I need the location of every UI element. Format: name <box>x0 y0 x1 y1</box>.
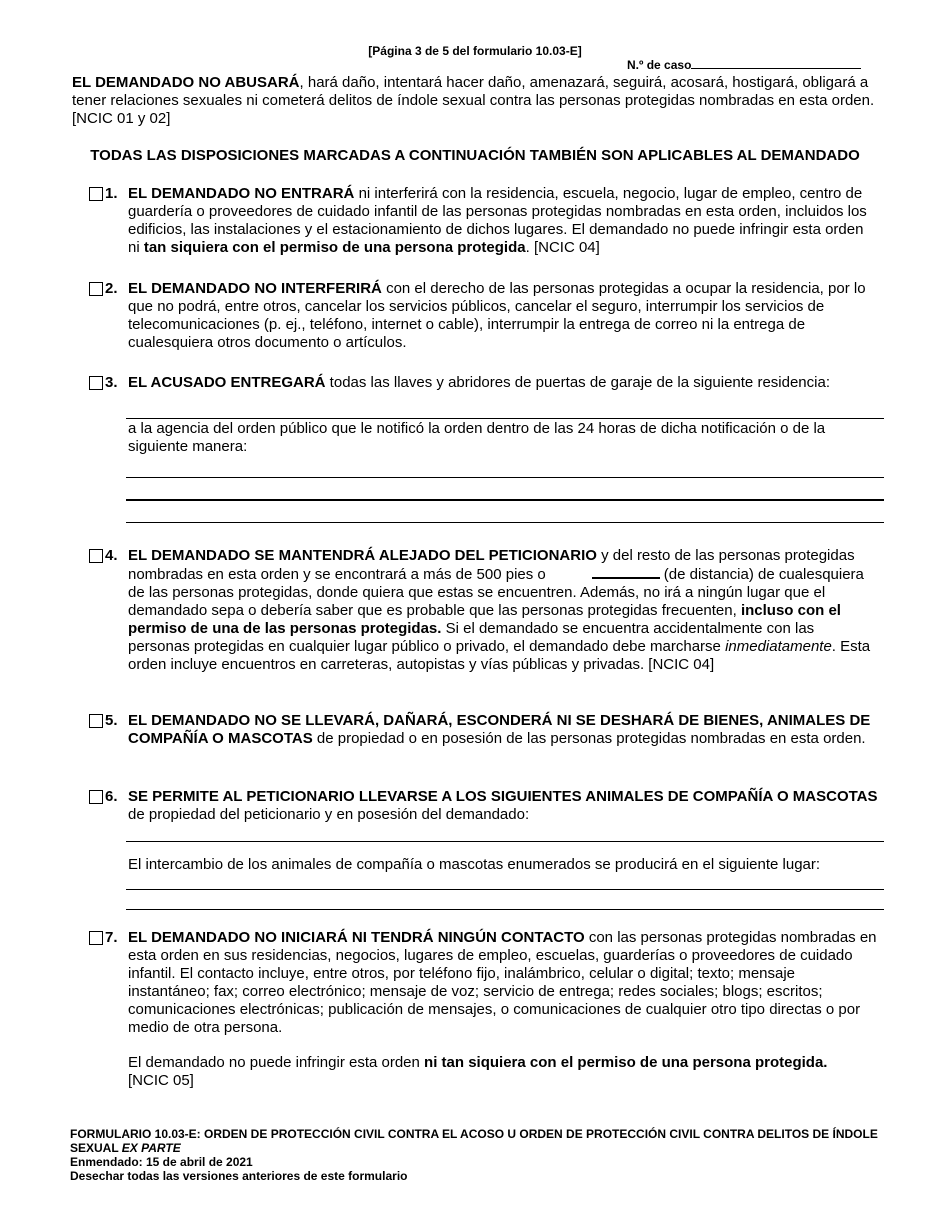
item-1-text <box>128 185 878 257</box>
item-2-number: 2. <box>105 280 118 297</box>
item-3-manner-line-1[interactable] <box>126 477 884 478</box>
footer-discard-note: Desechar todas las versiones anteriores de este formulario <box>70 1169 408 1183</box>
intro-paragraph <box>72 74 882 128</box>
item-3-bold: EL ACUSADO ENTREGARÁ <box>128 374 326 391</box>
item-2-text <box>128 280 878 352</box>
item-6-bold: SE PERMITE AL PETICIONARIO LLEVARSE A LOS SIGUIENTES ANIMALES DE COMPAÑÍA O MASCOTAS <box>128 788 878 805</box>
item-1-body: ni interferirá con la residencia, escuela, negocio, lugar de empleo, centro de guardería o proveedores de cuidado infantil de las personas protegidas nombradas en esta orden, incluidos los edificios, las instalaciones y el estacionamiento de dichos lugares. El demandado no puede infringir esta orden ni <box>128 185 867 256</box>
item-4-end: . Esta orden incluye encuentros en carreteras, autopistas y vías públicas y privadas. [NCIC 04] <box>128 638 871 673</box>
item-5-body: de propiedad o en posesión de las personas protegidas nombradas en esta orden. <box>312 730 866 747</box>
item-6-continuation: El intercambio de los animales de compañía o mascotas enumerados se producirá en el siguiente lugar: <box>128 856 821 873</box>
section-heading: TODAS LAS DISPOSICIONES MARCADAS A CONTINUACIÓN TAMBIÉN SON APLICABLES AL DEMANDADO <box>90 147 860 164</box>
item-6-location-line-2[interactable] <box>126 909 884 910</box>
item-6-body: de propiedad del peticionario y en posesión del demandado: <box>128 806 530 823</box>
checkbox-item-2[interactable] <box>89 282 103 296</box>
item-7-bold: EL DEMANDADO NO INICIARÁ NI TENDRÁ NINGÚN CONTACTO <box>128 929 585 946</box>
checkbox-item-7[interactable] <box>89 931 103 945</box>
item-4-bold: EL DEMANDADO SE MANTENDRÁ ALEJADO DEL PETICIONARIO <box>128 547 597 564</box>
item-1-bold: EL DEMANDADO NO ENTRARÁ <box>128 185 355 202</box>
item-7-text <box>128 929 878 1037</box>
item-2-body: con el derecho de las personas protegidas a ocupar la residencia, por lo que no podrá, entre otros, cancelar los servicios públicos, cancelar el seguro, interrumpir los servicios de telecomunicaciones (p. ej., teléfono, internet o cable), interrumpir la entrega de correo ni la entrega de cualesquiera otros documento o artículos. <box>128 280 866 351</box>
item-4-bold2: incluso con el permiso de una de las personas protegidas. <box>128 602 841 637</box>
item-6-text <box>128 788 878 824</box>
item-4-text <box>128 547 878 674</box>
item-1-end: . [NCIC 04] <box>525 239 600 256</box>
distance-blank[interactable] <box>592 565 660 579</box>
checkbox-item-6[interactable] <box>89 790 103 804</box>
item-7-body: con las personas protegidas nombradas en esta orden en sus residencias, negocios, lugares de empleo, escuelas, guarderías o proveedores de cuidado infantil. El contacto incluye, entre otros, por teléfono fijo, inalámbrico, celular o digital; texto; mensaje instantáneo; fax; correo electrónico; mensaje de voz; servicio de entrega; redes sociales; blogs; escritos; comunicaciones electrónicas; publicación de mensajes, o comunicaciones de cualquier otro tipo directas o por medio de otra persona. <box>128 929 877 1036</box>
item-1-number: 1. <box>105 185 118 202</box>
intro-text: , hará daño, intentará hacer daño, amenazará, seguirá, acosará, hostigará, obligará a tener relaciones sexuales ni cometerá delitos de índole sexual contra las personas protegidas nombradas en esta orden. [NCIC 01 y 02] <box>72 74 875 127</box>
item-3-manner-line-3[interactable] <box>126 522 884 523</box>
item-7-para2-end: [NCIC 05] <box>128 1072 194 1089</box>
checkbox-item-4[interactable] <box>89 549 103 563</box>
footer <box>70 1127 890 1183</box>
case-number-label: N.º de caso <box>627 58 692 72</box>
item-4-distance-label: (de distancia) de cualesquiera de las personas protegidas, donde quiera que estas se encuentren. Además, no irá a ningún lugar que el demandado sepa o debería saber que es probable que las personas protegidas frecuenten, <box>128 566 864 619</box>
item-1-bold2: tan siquiera con el permiso de una persona protegida <box>143 239 526 256</box>
item-4-body: y del resto de las personas protegidas nombradas en esta orden y se encontrará a más de 500 pies o <box>128 547 855 583</box>
item-3-continuation: a la agencia del orden público que le notificó la orden dentro de las 24 horas de dicha notificación o de la siguiente manera: <box>128 420 826 455</box>
item-2-bold: EL DEMANDADO NO INTERFERIRÁ <box>128 280 382 297</box>
item-3-text <box>128 374 878 392</box>
case-number-field[interactable] <box>627 58 861 72</box>
item-5-bold: EL DEMANDADO NO SE LLEVARÁ, DAÑARÁ, ESCONDERÁ NI SE DESHARÁ DE BIENES, ANIMALES DE COMPAÑÍA O MASCOTAS <box>128 712 871 747</box>
item-6-location-line-1[interactable] <box>126 889 884 890</box>
case-number-line[interactable] <box>691 58 861 69</box>
item-4-body2: Si el demandado se encuentra accidentalmente con las personas protegidas en cualquier lugar público o privado, el demandado debe marcharse <box>128 620 815 655</box>
item-7-paragraph-2 <box>128 1054 878 1090</box>
item-7-number: 7. <box>105 929 118 946</box>
item-3-body: todas las llaves y abridores de puertas de garaje de la siguiente residencia: <box>325 374 830 391</box>
checkbox-item-5[interactable] <box>89 714 103 728</box>
item-5-number: 5. <box>105 712 118 729</box>
footer-amended: Enmendado: 15 de abril de 2021 <box>70 1155 253 1169</box>
intro-bold: EL DEMANDADO NO ABUSARÁ <box>72 74 300 91</box>
item-3-manner-line-2[interactable] <box>126 499 884 501</box>
footer-form-title: FORMULARIO 10.03-E: ORDEN DE PROTECCIÓN CIVIL CONTRA EL ACOSO U ORDEN DE PROTECCIÓN CIVIL CONTRA DELITOS DE ÍNDOLE SEXUAL <box>70 1127 878 1155</box>
item-5-text <box>128 712 878 748</box>
item-6-pets-line[interactable] <box>126 841 884 842</box>
item-3-number: 3. <box>105 374 118 391</box>
item-4-number: 4. <box>105 547 118 564</box>
item-6-number: 6. <box>105 788 118 805</box>
page-header: [Página 3 de 5 del formulario 10.03-E] <box>368 44 582 58</box>
item-4-italic: inmediatamente <box>725 638 832 655</box>
checkbox-item-3[interactable] <box>89 376 103 390</box>
item-7-para2-bold: ni tan siquiera con el permiso de una persona protegida. <box>424 1054 828 1071</box>
footer-form-title-italic: EX PARTE <box>121 1141 181 1155</box>
item-3-residence-line[interactable] <box>126 418 884 419</box>
checkbox-item-1[interactable] <box>89 187 103 201</box>
item-7-para2-text: El demandado no puede infringir esta orden <box>128 1054 425 1071</box>
